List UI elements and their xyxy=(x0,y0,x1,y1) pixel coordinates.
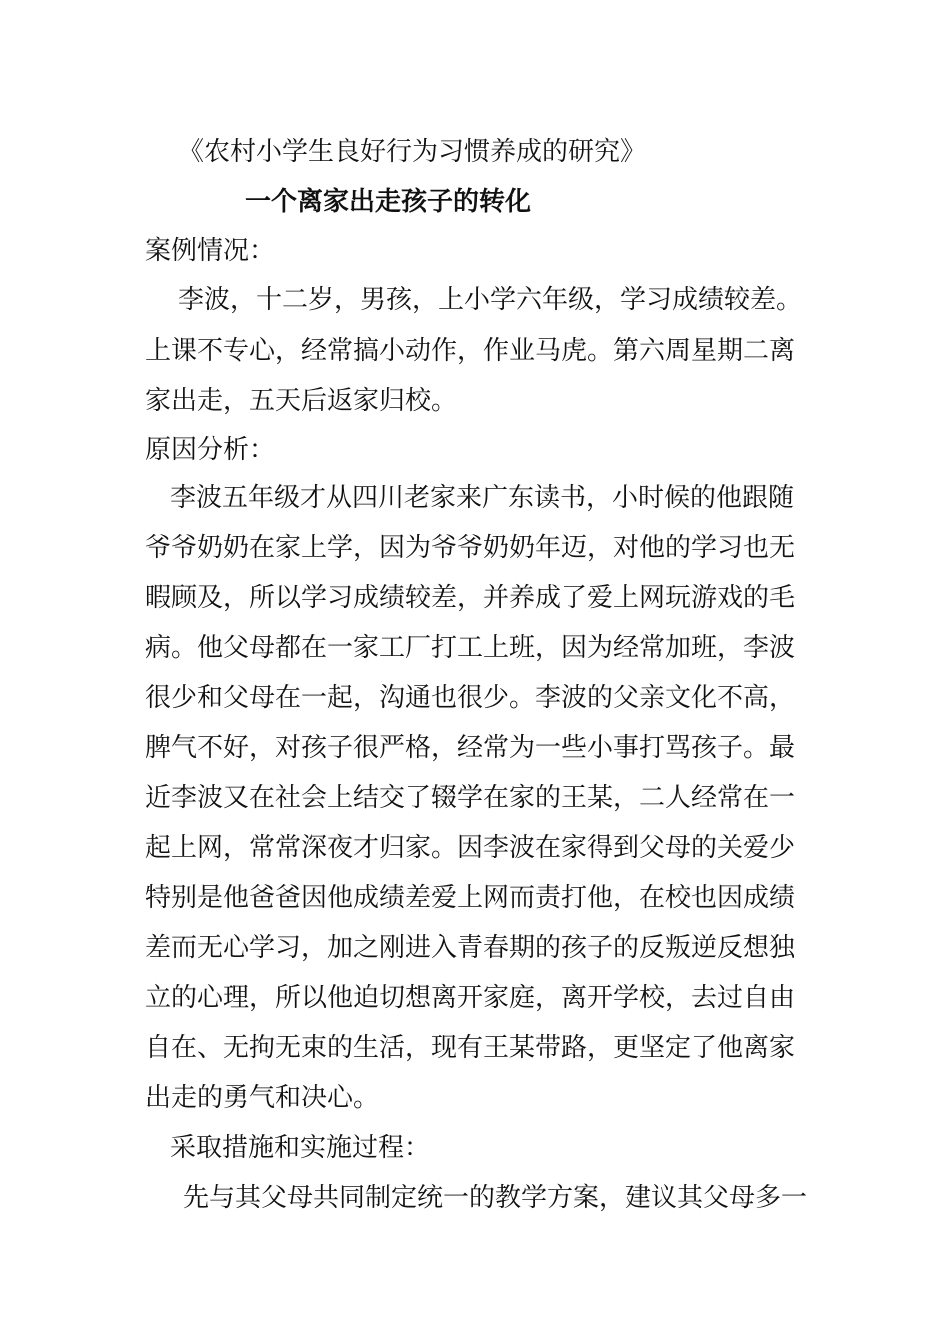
paragraph-line: 脾气不好，对孩子很严格，经常为一些小事打骂孩子。最 xyxy=(145,733,796,763)
paragraph-line: 上课不专心，经常搞小动作，作业马虎。第六周星期二离 xyxy=(145,336,796,366)
section-heading-analysis: 原因分析： xyxy=(145,435,276,465)
paragraph-line: 李波，十二岁，男孩，上小学六年级，学习成绩较差。 xyxy=(178,285,803,315)
section-heading-case: 案例情况： xyxy=(145,236,276,266)
paragraph-line: 病。他父母都在一家工厂打工上班，因为经常加班，李波 xyxy=(145,633,796,663)
paragraph-line: 出走的勇气和决心。 xyxy=(145,1083,380,1113)
paragraph-line: 特别是他爸爸因他成绩差爱上网而责打他，在校也因成绩 xyxy=(145,883,796,913)
paragraph-line: 自在、无拘无束的生活，现有王某带路，更坚定了他离家 xyxy=(145,1033,796,1063)
paragraph-line: 差而无心学习，加之刚进入青春期的孩子的反叛逆反想独 xyxy=(145,933,796,963)
paragraph-line: 近李波又在社会上结交了辍学在家的王某，二人经常在一 xyxy=(145,783,796,813)
paragraph-line: 立的心理，所以他迫切想离开家庭，离开学校，去过自由 xyxy=(145,983,796,1013)
paragraph-line: 暇顾及，所以学习成绩较差，并养成了爱上网玩游戏的毛 xyxy=(145,583,796,613)
paragraph-line: 爷爷奶奶在家上学，因为爷爷奶奶年迈，对他的学习也无 xyxy=(145,533,796,563)
paragraph-line: 家出走，五天后返家归校。 xyxy=(145,386,458,416)
document-subtitle: 一个离家出走孩子的转化 xyxy=(245,187,532,217)
paragraph-line: 很少和父母在一起，沟通也很少。李波的父亲文化不高， xyxy=(145,683,796,713)
paragraph-line: 李波五年级才从四川老家来广东读书，小时候的他跟随 xyxy=(170,483,795,513)
document-title: 《农村小学生良好行为习惯养成的研究》 xyxy=(178,137,647,167)
paragraph-line: 起上网，常常深夜才归家。因李波在家得到父母的关爱少 xyxy=(145,833,796,863)
paragraph-line: 先与其父母共同制定统一的教学方案，建议其父母多一 xyxy=(183,1183,808,1213)
section-heading-measures: 采取措施和实施过程： xyxy=(170,1133,431,1163)
